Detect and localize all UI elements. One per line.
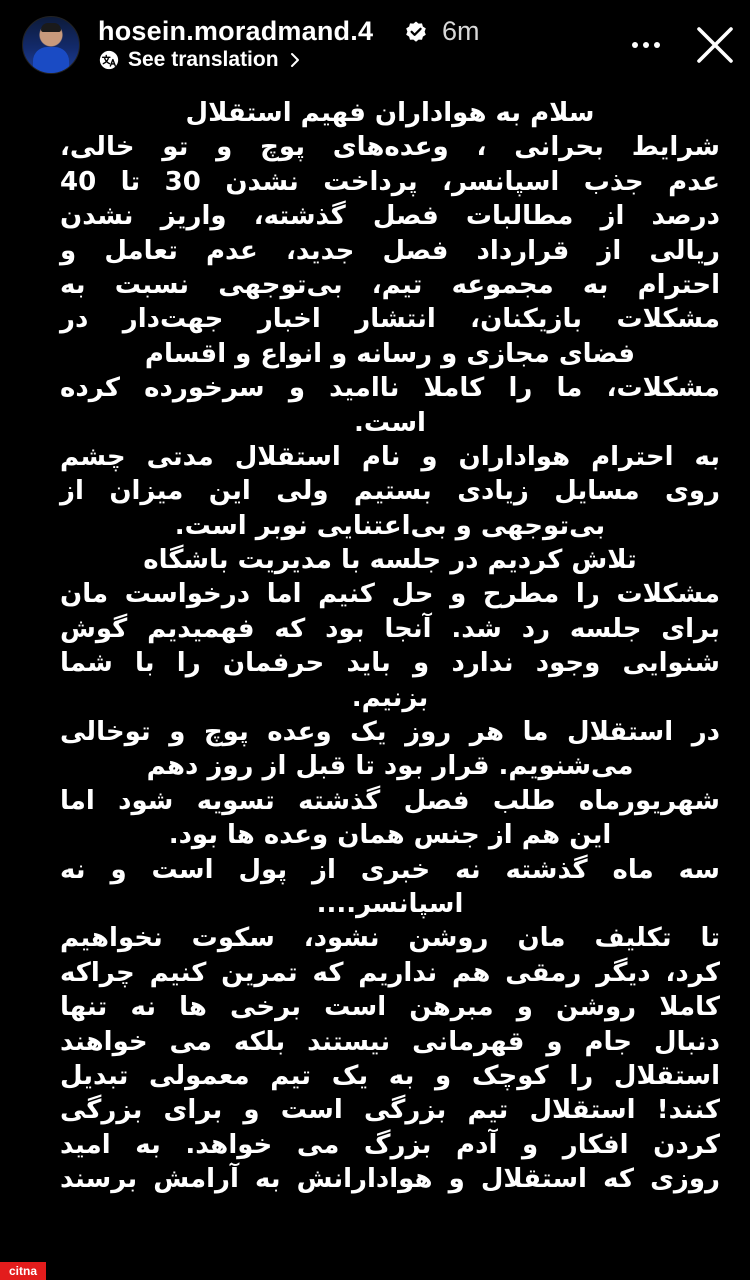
more-dot [654, 42, 660, 48]
profile-avatar[interactable] [22, 16, 80, 74]
more-options-button[interactable] [624, 30, 668, 60]
story-line: درصد از مطالبات فصل گذشته، واریز نشدن [60, 201, 720, 232]
story-line: سلام به هواداران فهیم استقلال [185, 98, 595, 128]
story-line: برای جلسه رد شد. آنجا بود که فهمیدیم گوش [60, 613, 720, 644]
story-line: است. [354, 407, 426, 438]
story-line: می‌شنویم. قرار بود تا قبل از روز دهم [146, 751, 634, 782]
story-line: این هم از جنس همان وعده ها بود. [168, 820, 612, 851]
story-line: به احترام هواداران و نام استقلال مدتی چشم [60, 441, 720, 472]
close-icon[interactable] [694, 24, 736, 66]
story-line: روی مسایل زیادی بستیم ولی این میزان از [60, 476, 720, 507]
chevron-right-icon [289, 52, 301, 68]
avatar-hair [41, 23, 61, 32]
username[interactable]: hosein.moradmand.4 [98, 16, 374, 46]
watermark-logo: citna [0, 1262, 46, 1280]
story-line: مشکلات را مطرح و حل کنیم اما درخواست مان [60, 579, 720, 610]
story-line: بزنیم. [351, 682, 429, 713]
story-line: فضای مجازی و رسانه و انواع و اقسام [144, 338, 636, 369]
story-line: شنوایی وجود ندارد و باید حرفمان را با شما [60, 648, 720, 679]
story-line: کردن افکار و آدم بزرگ می خواهد. به امید [60, 1129, 720, 1160]
story-line: کاملا روشن و مبرهن است برخی ها نه تنها [60, 992, 720, 1023]
story-line: در استقلال ما هر روز یک وعده پوچ و توخالی [60, 717, 720, 748]
story-line: شهریورماه طلب فصل گذشته تسویه شود اما [60, 785, 720, 816]
avatar-shirt [33, 47, 69, 74]
see-translation-link[interactable] [98, 47, 301, 73]
story-line: کنند! استقلال تیم بزرگی است و برای بزرگی [60, 1095, 720, 1126]
story-line: بی‌توجهی و بی‌اعتنایی نوبر است. [174, 510, 606, 541]
story-line: احترام به مجموعه تیم، بی‌توجهی نسبت به [60, 269, 720, 300]
story-line: عدم جذب اسپانسر، پرداخت نشدن 30 تا 40 [60, 166, 720, 197]
story-line: تلاش کردیم در جلسه با مدیریت باشگاه [143, 545, 637, 576]
translate-icon [98, 49, 120, 71]
story-line: اسپانسر.... [316, 888, 464, 919]
story-line: دنبال جام و قهرمانی نیستند بلکه می خواهند [60, 1026, 720, 1057]
story-line: مشکلات، ما را کاملا ناامید و سرخورده کرده [60, 373, 720, 404]
story-line: تا تکلیف مان روشن نشود، سکوت نخواهیم [60, 923, 720, 954]
story-line: مشکلات بازیکنان، انتشار اخبار جهت‌دار در [60, 304, 720, 335]
verified-badge-icon [404, 20, 428, 44]
story-line: استقلال را کوچک و به یک تیم معمولی تبدیل [60, 1060, 720, 1091]
story-line: روزی که استقلال و هوادارانش به آرامش برسند [60, 1164, 720, 1195]
time-ago: 6m [442, 16, 480, 46]
story-line: سه ماه گذشته نه خبری از پول است و نه [60, 854, 720, 885]
story-header [0, 0, 750, 90]
story-line: ریالی از قرارداد فصل جدید، عدم تعامل و [60, 235, 720, 266]
story-line: شرایط بحرانی ، وعده‌های پوچ و تو خالی، [60, 132, 720, 163]
more-dot [643, 42, 649, 48]
more-dot [632, 42, 638, 48]
story-line: کرد، دیگر رمقی هم نداریم که تمرین کنیم چراکه [60, 957, 720, 988]
see-translation-label[interactable]: See translation [128, 48, 279, 71]
story-text [60, 96, 720, 1216]
